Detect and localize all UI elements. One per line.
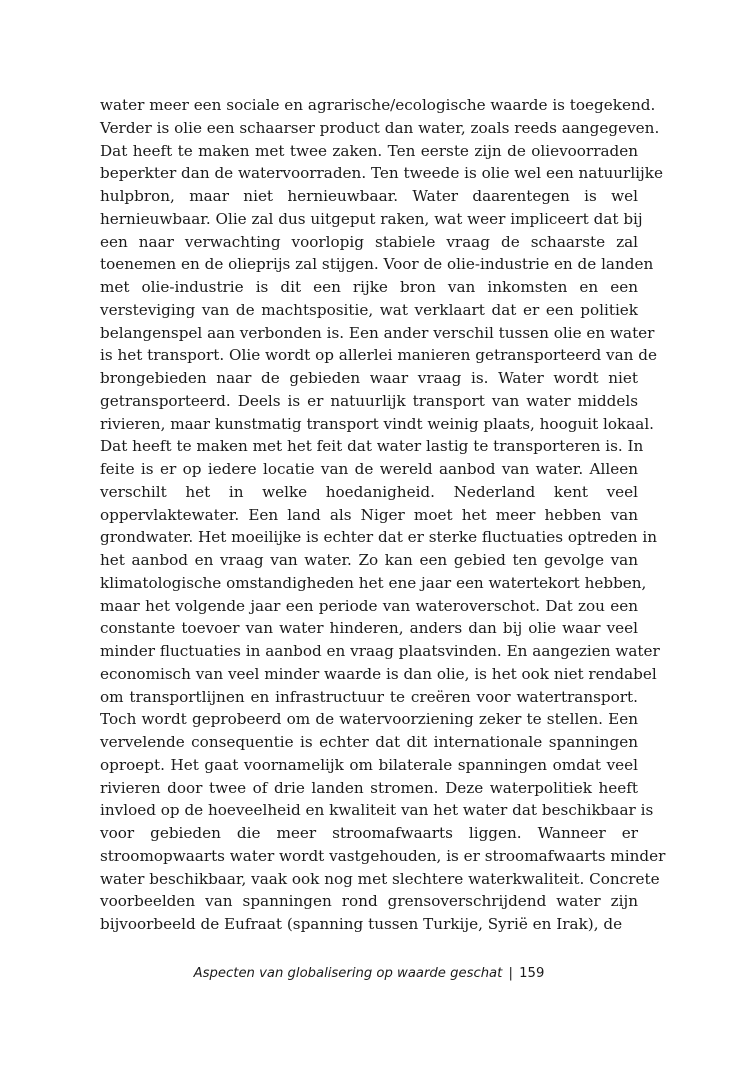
body-line: Dat heeft te maken met het feit dat water lastig te transporteren is. In (100, 437, 644, 456)
body-line: is het transport. Olie wordt op allerlei manieren getransporteerd van de (100, 346, 657, 365)
body-line: constante toevoer van water hinderen, anders dan bij olie waar veel (100, 619, 638, 638)
body-line: water meer een sociale en agrarische/ecologische waarde is toegekend. (100, 96, 656, 114)
body-line: feite is er op iedere locatie van de wereld aanbod van water. Alleen (100, 460, 638, 478)
body-line: Dat heeft te maken met twee zaken. Ten eerste zijn de olievoorraden (100, 141, 638, 160)
body-line: invloed op de hoeveelheid en kwaliteit van het water dat beschikbaar is (100, 801, 654, 820)
body-line: rivieren, maar kunstmatig transport vindt weinig plaats, hooguit lokaal. (100, 414, 655, 433)
body-line: bijvoorbeeld de Eufraat (spanning tussen Turkije, Syrië en Irak), de (100, 915, 623, 933)
body-line: oproept. Het gaat voornamelijk om bilaterale spanningen omdat veel (100, 755, 638, 774)
page-body (100, 94, 666, 936)
body-line: economisch van veel minder waarde is dan olie, is het ook niet rendabel (100, 664, 657, 683)
body-line: oppervlaktewater. Een land als Niger moet het meer hebben van (100, 505, 638, 524)
body-line: voor gebieden die meer stroomafwaarts liggen. Wanneer er (100, 824, 638, 842)
body-line: hulpbron, maar niet hernieuwbaar. Water daarentegen is wel (100, 187, 638, 205)
body-line: klimatologische omstandigheden het ene jaar een watertekort hebben, (100, 573, 647, 592)
body-line: vervelende consequentie is echter dat dit internationale spanningen (100, 733, 638, 751)
body-line: Toch wordt geprobeerd om de watervoorziening zeker te stellen. Een (100, 710, 638, 729)
running-footer-title: Aspecten van globalisering op waarde geschat (193, 966, 503, 981)
body-line: Verder is olie een schaarser product dan water, zoals reeds aangegeven. (100, 118, 660, 137)
body-line: water beschikbaar, vaak ook nog met slechtere waterkwaliteit. Concrete (100, 869, 660, 888)
body-line: versteviging van de machtspositie, wat verklaart dat er een politiek (100, 300, 638, 319)
body-line: met olie-industrie is dit een rijke bron van inkomsten en een (100, 278, 638, 296)
body-line: verschilt het in welke hoedanigheid. Nederland kent veel (100, 482, 638, 501)
body-line: maar het volgende jaar een periode van wateroverschot. Dat zou een (100, 596, 638, 615)
body-line: hernieuwbaar. Olie zal dus uitgeput raken, wat weer impliceert dat bij (100, 209, 643, 228)
body-line: grondwater. Het moeilijke is echter dat er sterke fluctuaties optreden in (100, 528, 657, 547)
body-line: minder fluctuaties in aanbod en vraag plaatsvinden. En aangezien water (100, 642, 660, 660)
body-line: een naar verwachting voorlopig stabiele vraag de schaarste zal (100, 232, 638, 251)
body-line: het aanbod en vraag van water. Zo kan een gebied ten gevolge van (100, 551, 638, 569)
body-line: rivieren door twee of drie landen stromen. Deze waterpolitiek heeft (100, 778, 638, 797)
body-line: stroomopwaarts water wordt vastgehouden, is er stroomafwaarts minder (100, 846, 666, 865)
page-footer (0, 966, 738, 981)
page-number: 159 (519, 966, 545, 981)
body-line: om transportlijnen en infrastructuur te creëren voor watertransport. (100, 687, 638, 706)
footer-separator: | (508, 966, 513, 981)
body-line: getransporteerd. Deels is er natuurlijk transport van water middels (100, 391, 638, 410)
body-line: toenemen en de olieprijs zal stijgen. Voor de olie-industrie en de landen (100, 255, 654, 274)
body-line: voorbeelden van spanningen rond grensoverschrijdend water zijn (100, 892, 638, 911)
body-line: brongebieden naar de gebieden waar vraag is. Water wordt niet (100, 369, 638, 387)
body-line: belangenspel aan verbonden is. Een ander verschil tussen olie en water (100, 323, 655, 342)
body-line: beperkter dan de watervoorraden. Ten tweede is olie wel een natuurlijke (100, 164, 663, 183)
